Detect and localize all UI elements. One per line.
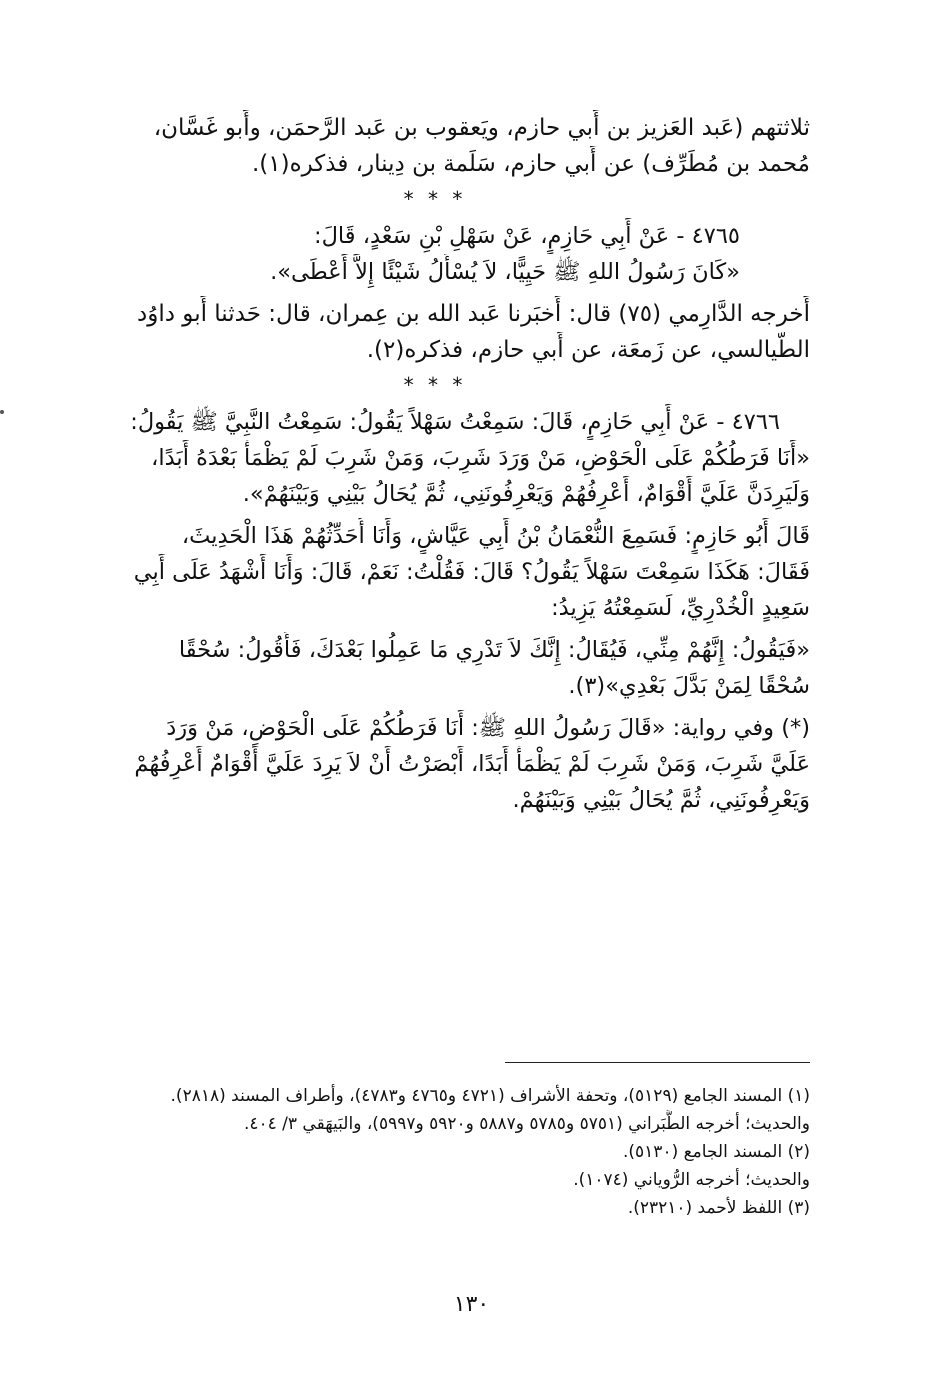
footnote-divider: [505, 1062, 810, 1063]
hadith-text: «فَيَقُولُ: إِنَّهُمْ مِنِّي، فَيُقَالُ: إِنَّكَ لاَ تَدْرِي مَا عَمِلُوا بَعْدَكَ، فَأَقُولُ: سُحْقًا: [178, 637, 810, 663]
text-line: مُحمد بن مُطَرِّف) عن أَبي حازم، سَلَمة بن دِينار، فذكره(١).: [251, 151, 810, 177]
hadith-4765: [60, 218, 810, 290]
text-line: ثلاثتهم (عَبد العَزيز بن أَبي حازم، ويَعقوب بن عَبد الرَّحمَن، وأَبو غَسَّان،: [153, 115, 810, 141]
paragraph-takhrij: [60, 296, 810, 368]
hadith-heading: ٤٧٦٦ - عَنْ أَبِي حَازِمٍ، قَالَ: سَمِعْتُ سَهْلاً يَقُولُ: سَمِعْتُ النَّبِيَّ ﷺ يَقُولُ:: [130, 409, 780, 435]
page-number: ١٣٠: [453, 1292, 490, 1317]
section-separator: * * *: [403, 373, 467, 397]
hadith-text: وَلَيَرِدَنَّ عَلَيَّ أَقْوَامٌ، أَعْرِفُهُمْ وَيَعْرِفُونَنِي، ثُمَّ يُحَالُ بَيْنِي وَبَيْنَهُمْ».: [242, 481, 810, 507]
riwaya-text: وَيَعْرِفُونَنِي، ثُمَّ يُحَالُ بَيْنِي وَبَيْنَهُمْ.: [512, 787, 810, 813]
margin-mark: [0, 410, 4, 414]
hadith-text: «كَانَ رَسُولُ اللهِ ﷺ حَيِيًّا، لاَ يُسْأَلُ شَيْئًا إِلاَّ أَعْطَى».: [270, 259, 740, 285]
main-text: [60, 110, 810, 818]
footnote: والحديث؛ أخرجه الطَّبَراني (٥٧٥١ و٥٧٨٥ و٥٨٨٧ و٥٩٢٠ و٥٩٩٧)، والبَيهَقي ٣/ ٤٠٤.: [243, 1114, 810, 1134]
footnote: والحديث؛ أخرجه الرُّوياني (١٠٧٤).: [573, 1170, 810, 1190]
hadith-text: قَالَ أَبُو حَازِمٍ: فَسَمِعَ النُّعْمَانُ بْنُ أَبِي عَيَّاشٍ، وَأَنَا أُحَدِّثُهُمْ هَذَا الْحَدِيثَ،: [181, 523, 810, 549]
footnote: (٢) المسند الجامع (٥١٣٠).: [623, 1142, 810, 1162]
text-line: أَخرجه الدَّارِمي (٧٥) قال: أَخبَرنا عَبد الله بن عِمران، قال: حَدثنا أَبو داوُد: [137, 301, 810, 327]
hadith-4766: [60, 404, 810, 818]
footnote: (١) المسند الجامع (٥١٢٩)، وتحفة الأشراف (٤٧٢١ و٤٧٦٥ و٤٧٨٣)، وأطراف المسند (٢٨١٨).: [170, 1086, 810, 1106]
hadith-text: سُحْقًا لِمَنْ بَدَّلَ بَعْدِي»(٣).: [568, 673, 810, 699]
riwaya-text: عَلَيَّ شَرِبَ، وَمَنْ شَرِبَ لَمْ يَظْمَأْ أَبَدًا، أَبْصَرْتُ أَنْ لاَ يَرِدَ عَلَيَّ أَقْوَامٌ أَعْرِفُهُمْ: [134, 751, 810, 777]
text-line: الطَّيالسي، عن زَمعَة، عن أَبي حازم، فذكره(٢).: [366, 337, 810, 363]
hadith-text: سَعِيدٍ الْخُدْرِيِّ، لَسَمِعْتُهُ يَزِيدُ:: [551, 595, 810, 621]
section-separator: * * *: [403, 187, 467, 211]
riwaya-text: (*) وفي رواية: «قَالَ رَسُولُ اللهِ ﷺ: أَنَا فَرَطُكُمْ عَلَى الْحَوْضِ، مَنْ وَرَدَ: [166, 715, 810, 741]
footnote: (٣) اللفظ لأحمد (٢٣٢١٠).: [627, 1198, 810, 1218]
footnotes: [60, 1082, 810, 1222]
paragraph-chain: [60, 110, 810, 182]
hadith-heading: ٤٧٦٥ - عَنْ أَبِي حَازِمٍ، عَنْ سَهْلِ بْنِ سَعْدٍ، قَالَ:: [314, 223, 740, 249]
hadith-text: فَقَالَ: هَكَذَا سَمِعْتَ سَهْلاً يَقُولُ؟ قَالَ: فَقُلْتُ: نَعَمْ، قَالَ: وَأَنَا أَشْهَدُ عَلَى أَبِي: [133, 559, 810, 585]
hadith-text: «أَنَا فَرَطُكُمْ عَلَى الْحَوْضِ، مَنْ وَرَدَ شَرِبَ، وَمَنْ شَرِبَ لَمْ يَظْمَأْ بَعْدَهُ أَبَدًا،: [151, 445, 810, 471]
